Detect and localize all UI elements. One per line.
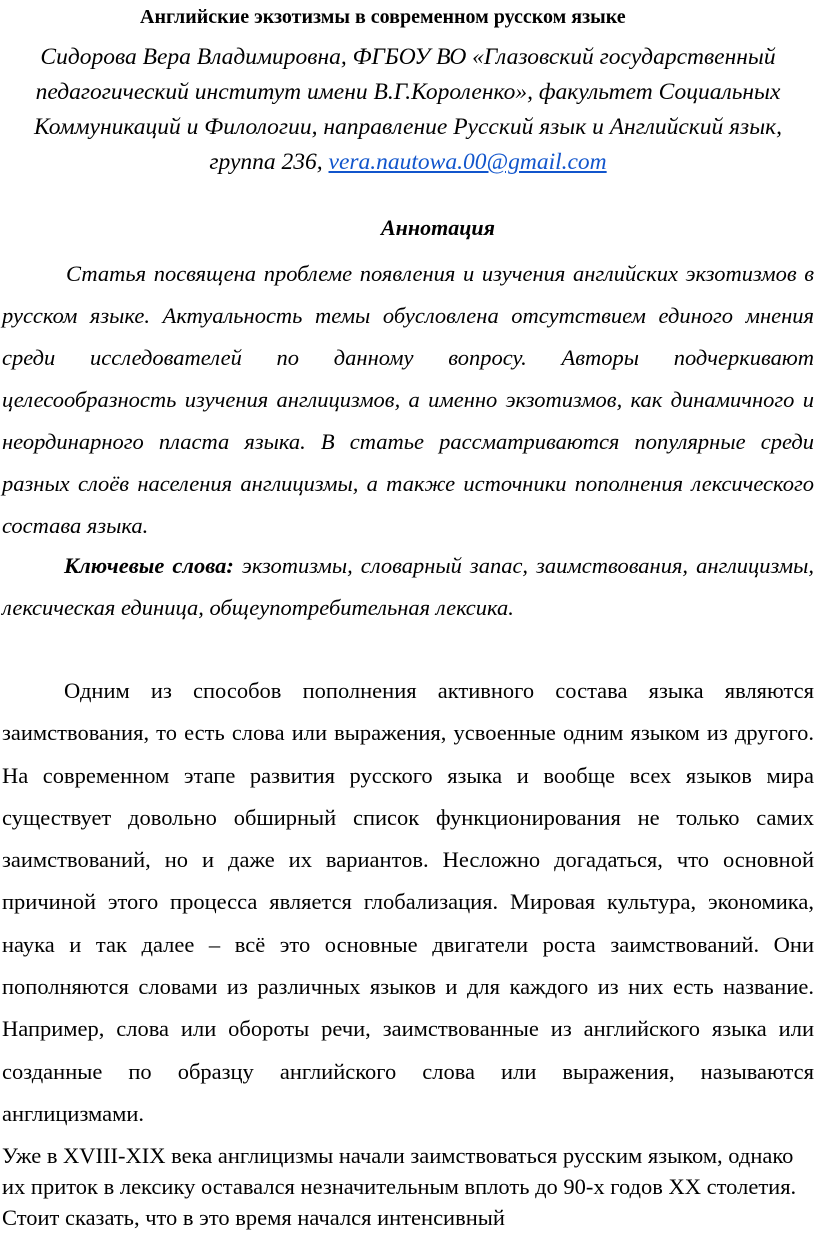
abstract-text: Статья посвящена проблеме появления и изучения английских экзотизмов в русском языке. Актуальность темы обусловлена отсутствием единого мнения среди исследователей по данному вопросу. Авторы подчеркивают целесообразность изучения англицизмов, а именно экзотизмов, как динамичного и неординарного пласта языка. В статье рассматриваются популярные среди разных слоёв населения англицизмы, а также источники пополнения лексического состава языка. bbox=[2, 261, 814, 538]
body-paragraph-1: Одним из способов пополнения активного состава языка являются заимствования, то есть слова или выражения, усвоенные одним языком из другого. На современном этапе развития русского языка и вообще всех языков мира существует довольно обширный список функционирования не только самих заимствований, но и даже их вариантов. Несложно догадаться, что основной причиной этого процесса является глобализация. Мировая культура, экономика, наука и так далее – всё это основные двигатели роста заимствований. Они пополняются словами из различных языков и для каждого из них есть название. Например, слова или обороты речи, заимствованные из английского языка или созданные по образцу английского слова или выражения, называются англицизмами. bbox=[2, 678, 814, 1126]
abstract-heading: Аннотация bbox=[380, 215, 496, 240]
body-paragraph-2: Уже в XVIII-XIX века англицизмы начали заимствоваться русским языком, однако их приток в лексику оставался незначительным вплоть до 90-х годов XX столетия. Стоит сказать, что в это время начался интенсивный bbox=[2, 1143, 797, 1230]
author-info bbox=[2, 40, 814, 180]
document-title bbox=[0, 4, 816, 30]
author-email-link[interactable]: vera.nautowa.00@gmail.com bbox=[328, 149, 607, 175]
author-line: Сидорова Вера Владимировна, ФГБОУ ВО «Глазовский государственный педагогический институт имени В.Г.Короленко», факультет Социальных Коммуникаций и Филологии, направление Русский язык и Английский язык, группа 236, bbox=[34, 44, 782, 175]
keywords-label: Ключевые слова: bbox=[64, 553, 234, 578]
keywords bbox=[2, 545, 814, 629]
document-title-text: Английские экзотизмы в современном русском языке bbox=[140, 6, 626, 28]
keywords-list: экзотизмы, словарный запас, заимствования, англицизмы, лексическая единица, общеупотребительная лексика. bbox=[2, 553, 814, 620]
